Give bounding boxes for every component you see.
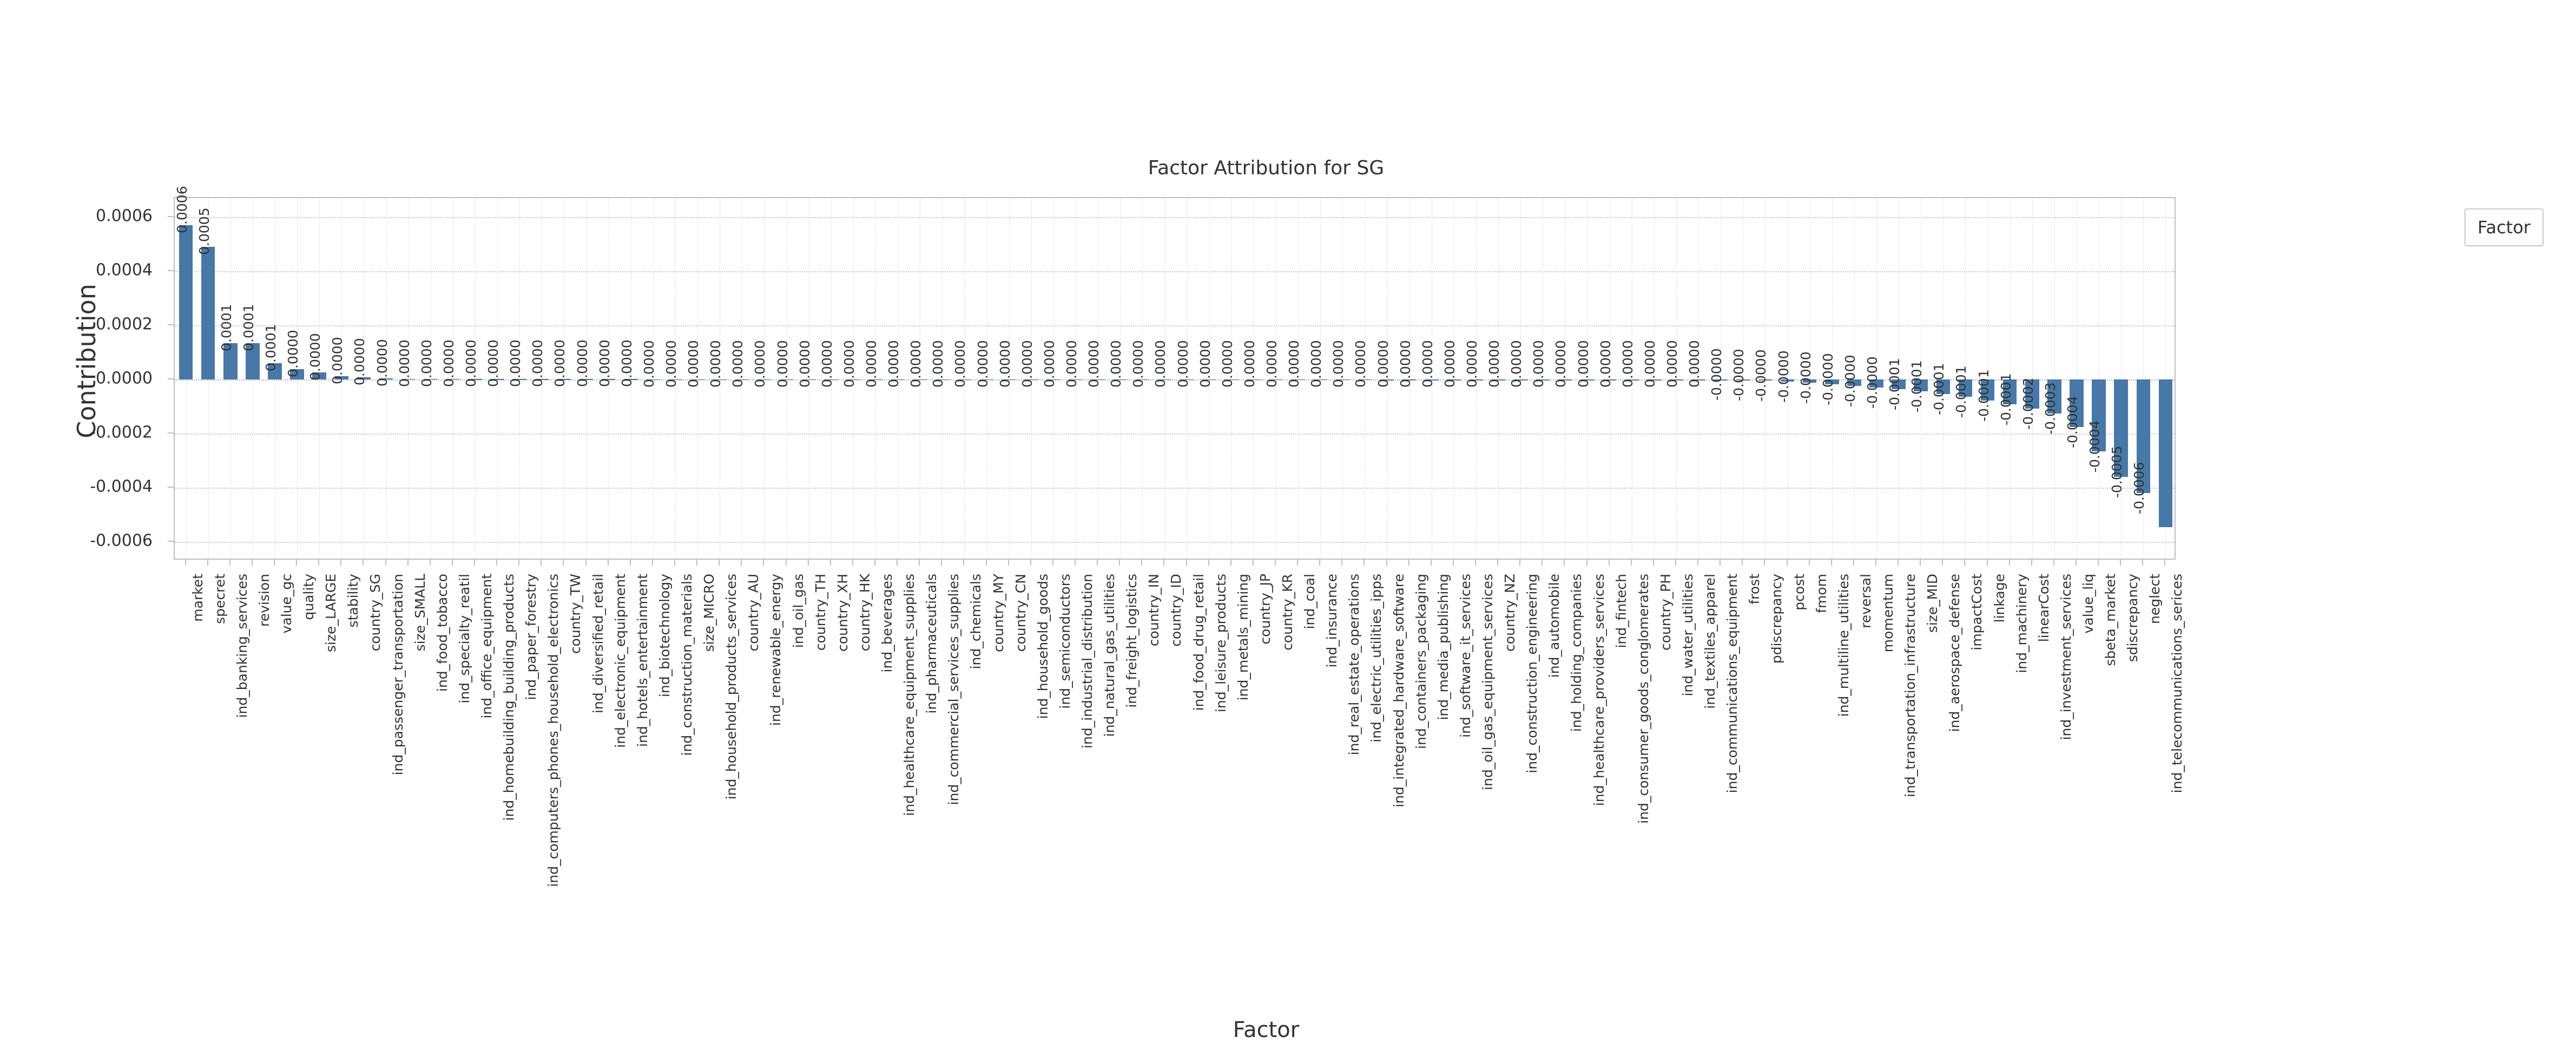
x-tick-mark [1675,560,1676,566]
x-tick-label: ind_natural_gas_utilities [1102,574,1118,737]
bar-value-label: 0.0000 [1419,340,1435,388]
bar-value-label: -0.0003 [2042,382,2058,435]
x-tick-label: ind_commercial_services_supplies [946,574,962,805]
x-tick-mark [252,560,253,566]
x-tick-label: size_MICRO [701,574,717,652]
x-tick-mark [1052,560,1053,566]
bar-value-label: 0.0000 [285,330,301,377]
x-tick-mark [1386,560,1387,566]
x-tick-mark [941,560,942,566]
x-tick-mark [407,560,409,566]
bar-value-label: 0.0000 [1108,340,1124,388]
bar-value-label: 0.0000 [1086,340,1102,388]
bar-value-label: 0.0001 [263,324,279,371]
x-tick-mark [1230,560,1231,566]
x-tick-label: ind_communications_equipment [1724,574,1741,793]
x-tick-mark [1008,560,1009,566]
y-tick-mark [168,487,174,488]
x-tick-mark [652,560,653,566]
bar-value-label: 0.0000 [1064,340,1079,388]
x-tick-mark [1075,560,1076,566]
x-tick-mark [2142,560,2143,566]
x-tick-mark [741,560,742,566]
x-tick-label: country_CN [1012,574,1029,652]
bar-value-label: 0.0000 [663,340,679,388]
x-tick-mark [1831,560,1832,566]
bar-value-label: 0.0000 [1152,340,1169,388]
x-tick-mark [1787,560,1788,566]
x-tick-mark [1497,560,1498,566]
x-tick-label: country_AU [746,574,762,652]
x-tick-mark [1764,560,1765,566]
x-tick-mark [1431,560,1432,566]
x-tick-label: impactCost [1969,574,1985,651]
x-tick-mark [1564,560,1565,566]
x-tick-label: country_TW [568,574,584,654]
y-tick-label: -0.0002 [90,423,153,442]
x-tick-mark [585,560,587,566]
bar-value-label: 0.0000 [1219,340,1235,388]
x-tick-label: ind_diversified_retail [590,574,606,714]
bar[interactable] [179,225,193,379]
x-tick-mark [1208,560,1209,566]
x-tick-mark [1319,560,1320,566]
bar-value-label: -0.0000 [1865,356,1880,409]
bar-value-label: -0.0001 [1975,369,1992,422]
x-tick-label: ind_containers_packaging [1413,574,1429,749]
x-tick-label: country_XH [834,574,851,652]
x-tick-mark [2076,560,2077,566]
bar-value-label: 0.0000 [997,340,1013,388]
x-tick-mark [296,560,297,566]
bar-value-label: 0.0000 [1264,340,1280,388]
x-tick-mark [1163,560,1164,566]
x-tick-mark [1742,560,1743,566]
bar-value-label: 0.0000 [974,340,991,388]
x-tick-mark [1141,560,1142,566]
x-tick-mark [2098,560,2099,566]
x-tick-label: country_TH [812,574,828,651]
bar-value-label: 0.0000 [1130,340,1147,388]
x-tick-mark [897,560,898,566]
bar-value-label: -0.0004 [2087,420,2103,473]
x-tick-mark [518,560,519,566]
bar-value-label: -0.0000 [1842,355,1858,407]
bar-value-label: 0.0000 [552,339,568,388]
bar-value-label: 0.0000 [1353,340,1369,388]
x-tick-mark [986,560,987,566]
bar-value-label: -0.0001 [1998,373,2014,425]
x-tick-mark [1809,560,1810,566]
bar-value-label: 0.0000 [930,340,946,388]
bar-value-label: 0.0000 [352,338,368,385]
bar-value-label: 0.0000 [708,340,724,388]
bar-value-label: -0.0001 [1953,365,1969,418]
bar-value-label: 0.0001 [240,304,256,351]
y-tick-label: 0.0004 [96,260,153,280]
x-tick-mark [318,560,319,566]
x-tick-label: ind_food_tobacco [434,574,450,692]
page-title: Factor Attribution for SG [1148,157,1385,179]
x-tick-mark [696,560,697,566]
y-axis-label: Contribution [72,284,101,438]
x-tick-label: ind_passenger_transportation [390,574,406,776]
x-tick-label: ind_construction_engineering [1524,574,1540,773]
y-tick-mark [168,270,174,271]
x-tick-label: ind_software_it_services [1457,574,1473,738]
bar-value-label: -0.0000 [1797,351,1814,404]
x-tick-mark [1631,560,1632,566]
x-tick-mark [274,560,275,566]
bar-value-label: 0.0000 [330,337,346,384]
bar-value-label: 0.0000 [1575,340,1591,388]
bar-value-label: 0.0000 [508,339,524,388]
x-tick-label: country_HK [857,574,873,652]
x-tick-label: ind_beverages [879,574,895,673]
bar-value-label: 0.0000 [641,340,657,388]
bar-value-label: 0.0000 [463,339,479,387]
x-tick-label: ind_paper_forestry [523,574,539,700]
bar-value-label: 0.0000 [1486,340,1503,388]
x-tick-mark [674,560,675,566]
x-tick-label: ind_oil_gas [790,574,806,648]
x-tick-label: ind_leisure_products [1213,574,1229,713]
y-tick-mark [168,432,174,434]
bar-value-label: 0.0000 [307,333,324,380]
x-tick-label: sdiscrepancy [2125,574,2141,662]
x-tick-mark [1609,560,1610,566]
x-tick-label: linkage [1991,574,2007,623]
x-tick-label: momentum [1880,574,1896,653]
x-tick-mark [1697,560,1698,566]
y-axis-ticks [0,197,162,560]
x-tick-mark [229,560,230,566]
bar-value-label: 0.0000 [485,339,502,388]
x-tick-mark [1719,560,1721,566]
x-tick-mark [363,560,364,566]
x-tick-label: country_PH [1657,574,1674,651]
x-tick-label: ind_biotechnology [656,574,673,698]
x-tick-label: ind_integrated_hardware_software [1391,574,1407,808]
x-tick-mark [340,560,341,566]
bar-value-label: 0.0000 [752,340,768,388]
x-tick-label: country_IN [1146,574,1162,647]
x-tick-mark [2053,560,2054,566]
x-tick-label: ind_household_goods [1035,574,1051,719]
bar-value-label: 0.0000 [1597,340,1613,388]
bar-value-label: 0.0000 [1464,340,1480,388]
x-tick-label: ind_office_equipment [479,574,495,719]
bar-value-label: 0.0000 [1686,340,1703,388]
x-tick-label: ind_electronic_equipment [612,574,628,748]
x-tick-label: ind_industrial_distribution [1079,574,1095,749]
x-tick-label: ind_healthcare_providers_services [1591,574,1607,806]
bar-value-label: 0.0000 [1642,340,1658,388]
bar-value-label: 0.0000 [730,340,746,388]
x-tick-mark [1453,560,1454,566]
bar-value-label: 0.0000 [1664,340,1680,388]
x-tick-mark [2031,560,2032,566]
x-tick-mark [963,560,964,566]
bar[interactable] [201,247,215,379]
x-tick-label: ind_machinery [2013,574,2030,673]
x-tick-label: size_SMALL [412,574,428,652]
bar-value-label: 0.0000 [796,340,813,388]
x-tick-label: ind_hotels_entertainment [634,574,650,747]
x-tick-mark [2009,560,2010,566]
x-tick-label: value_liq [2080,574,2096,634]
x-tick-mark [1987,560,1988,566]
bar-value-label: 0.0000 [530,339,546,388]
x-tick-label: ind_pharmaceuticals [924,574,940,714]
bar-value-label: -0.0001 [1909,360,1925,413]
bar-value-label: 0.0000 [1286,340,1302,388]
x-tick-label: ind_healthcare_equipment_supplies [901,574,918,816]
x-tick-mark [1920,560,1921,566]
bar-value-label: -0.0004 [2065,396,2080,448]
bar-value-label: 0.0000 [1019,340,1035,388]
bar[interactable] [2159,379,2172,527]
legend[interactable] [2465,208,2544,246]
x-tick-label: value_gc [279,574,294,634]
bar-value-label: 0.0000 [1175,340,1191,388]
bar-value-label: 0.0000 [686,340,702,388]
bar-value-label: -0.0000 [1731,349,1747,401]
bar-value-label: 0.0000 [864,340,879,388]
x-tick-mark [786,560,787,566]
bar-value-label: 0.0000 [1397,340,1413,388]
bar-value-label: 0.0000 [418,339,434,387]
x-tick-mark [1586,560,1587,566]
bar-value-label: 0.0001 [218,304,234,351]
bar-value-label: -0.0000 [1753,349,1769,402]
y-tick-label: 0.0002 [96,314,153,334]
x-tick-mark [1341,560,1342,566]
x-tick-label: neglect [2147,574,2163,624]
x-tick-mark [541,560,542,566]
x-tick-label: size_LARGE [323,574,339,653]
x-tick-label: size_MID [1925,574,1941,633]
x-axis-label: Factor [1233,1018,1300,1042]
bar-value-label: 0.0000 [774,340,790,388]
x-tick-mark [207,560,208,566]
x-tick-label: ind_metals_mining [1235,574,1251,701]
x-tick-mark [2164,560,2165,566]
x-tick-label: linearCost [2035,574,2052,642]
bar-value-label: 0.0000 [596,339,612,388]
x-tick-mark [1253,560,1254,566]
x-tick-mark [852,560,853,566]
x-tick-mark [1519,560,1520,566]
x-tick-label: stability [345,574,361,628]
y-tick-label: -0.0004 [90,477,153,496]
bar-value-label: -0.0001 [1931,363,1947,415]
x-tick-label: ind_water_utilities [1680,574,1696,697]
x-tick-mark [185,560,186,566]
x-tick-mark [874,560,875,566]
x-tick-label: ind_coal [1302,574,1318,629]
bar-value-label: 0.0000 [1041,340,1057,388]
x-tick-mark [1853,560,1854,566]
bar-value-label: 0.0000 [908,340,924,388]
x-tick-mark [1186,560,1187,566]
x-tick-mark [1942,560,1943,566]
bar-value-label: 0.0000 [1508,340,1525,388]
bar-value-label: -0.0002 [2020,377,2036,430]
x-tick-mark [1653,560,1654,566]
x-tick-label: ind_automobile [1546,574,1563,678]
x-tick-mark [1475,560,1476,566]
bar-value-label: 0.0000 [952,340,969,388]
bar-value-label: 0.0000 [1330,340,1347,388]
x-tick-mark [1898,560,1899,566]
bar-value-label: 0.0006 [174,186,190,233]
x-tick-mark [719,560,720,566]
bar-value-label: 0.0000 [440,339,457,387]
bar-value-label: 0.0000 [374,339,390,387]
y-tick-mark [168,541,174,542]
x-tick-label: ind_fintech [1613,574,1629,648]
y-tick-label: 0.0006 [96,206,153,226]
bar-value-label: 0.0000 [1619,340,1636,388]
x-tick-mark [919,560,920,566]
bar-value-label: 0.0000 [1531,340,1547,388]
x-tick-label: country_SG [367,574,384,652]
bar-value-label: 0.0000 [819,340,835,388]
x-tick-label: ind_electric_utilities_ipps [1368,574,1385,743]
x-tick-label: ind_computers_phones_household_electronics [545,574,562,887]
x-tick-label: ind_food_drug_retail [1190,574,1207,711]
bar-value-label: 0.0000 [1553,340,1569,388]
x-tick-label: ind_freight_logistics [1124,574,1140,708]
x-tick-mark [1363,560,1365,566]
x-tick-label: ind_media_publishing [1435,574,1451,720]
x-tick-label: ind_holding_companies [1569,574,1585,732]
x-tick-mark [830,560,831,566]
bar-value-label: 0.0000 [1375,340,1391,388]
bar-value-label: 0.0000 [574,339,590,388]
x-tick-label: ind_textiles_apparel [1702,574,1718,709]
x-tick-label: market [189,574,206,622]
x-tick-label: ind_investment_services [2058,574,2074,740]
x-tick-mark [1875,560,1876,566]
x-tick-label: ind_household_products_services [723,574,740,800]
y-tick-mark [168,378,174,379]
x-tick-label: ind_transportation_infrastructure [1902,574,1919,798]
x-tick-label: ind_construction_materials [679,574,695,756]
x-tick-mark [1119,560,1120,566]
x-tick-label: country_KR [1280,574,1295,651]
legend-title: Factor [2478,217,2531,238]
x-tick-label: fmom [1813,574,1829,613]
x-tick-label: pcost [1791,574,1807,611]
bar-value-label: -0.0001 [1887,358,1903,411]
x-tick-mark [608,560,609,566]
x-tick-label: ind_chemicals [968,574,984,670]
bar-value-label: 0.0005 [196,207,212,255]
x-tick-mark [1964,560,1965,566]
x-tick-label: quality [301,574,317,620]
x-tick-label: country_MY [990,574,1006,652]
bar-value-label: 0.0000 [1241,340,1257,388]
bar-value-label: 0.0000 [396,339,412,387]
x-tick-mark [1297,560,1298,566]
x-tick-label: ind_oil_gas_equipment_services [1480,574,1495,790]
x-tick-mark [763,560,764,566]
x-tick-label: country_JP [1257,574,1273,645]
x-tick-label: ind_insurance [1324,574,1340,668]
x-tick-label: ind_renewable_energy [768,574,784,726]
gridline-vertical [2054,198,2055,559]
x-tick-label: ind_telecommunications_serices [2169,574,2185,793]
bar-value-label: 0.0000 [1441,340,1458,388]
x-tick-label: specret [212,574,228,624]
x-tick-mark [385,560,386,566]
x-tick-mark [1408,560,1409,566]
x-tick-label: revision [256,574,272,627]
gridline-vertical [2121,198,2122,559]
x-tick-mark [1275,560,1276,566]
x-tick-mark [808,560,809,566]
x-tick-label: ind_consumer_goods_conglomerates [1635,574,1651,824]
x-tick-mark [630,560,631,566]
bar-value-label: -0.0005 [2109,445,2125,498]
bar-value-label: 0.0000 [1197,340,1213,388]
x-tick-label: ind_multiline_utilities [1835,574,1852,717]
bar-value-label: 0.0000 [1308,340,1325,388]
x-tick-mark [1030,560,1031,566]
x-tick-label: ind_aerospace_defense [1947,574,1963,732]
x-tick-label: ind_real_estate_operations [1346,574,1362,756]
bar-value-label: -0.0006 [2131,462,2147,514]
y-tick-mark [168,216,174,217]
y-tick-label: -0.0006 [90,531,153,550]
x-tick-mark [474,560,475,566]
bar-value-label: 0.0000 [618,339,635,388]
x-tick-mark [430,560,431,566]
x-tick-label: sbeta_market [2103,574,2119,666]
y-tick-label: 0.0000 [96,369,153,388]
x-tick-mark [563,560,564,566]
x-tick-label: ind_semiconductors [1057,574,1073,709]
x-tick-label: ind_specialty_reatil [456,574,472,704]
bar-value-label: -0.0000 [1775,350,1791,403]
x-tick-label: country_ID [1168,574,1184,647]
x-tick-label: reversal [1857,574,1874,628]
y-tick-mark [168,324,174,325]
bar-value-label: 0.0000 [841,340,857,388]
x-tick-label: ind_banking_services [234,574,250,718]
x-tick-label: frost [1747,574,1763,605]
bar-value-label: 0.0000 [886,340,902,388]
x-tick-label: pdiscrepancy [1769,574,1785,664]
x-tick-label: country_NZ [1502,574,1518,652]
x-tick-label: ind_homebuilding_building_products [501,574,517,821]
x-tick-mark [2120,560,2121,566]
x-tick-mark [1541,560,1543,566]
bar-value-label: -0.0000 [1820,353,1836,405]
x-tick-mark [1097,560,1098,566]
x-tick-mark [452,560,453,566]
bar-value-label: -0.0000 [1709,348,1725,401]
x-tick-mark [496,560,497,566]
